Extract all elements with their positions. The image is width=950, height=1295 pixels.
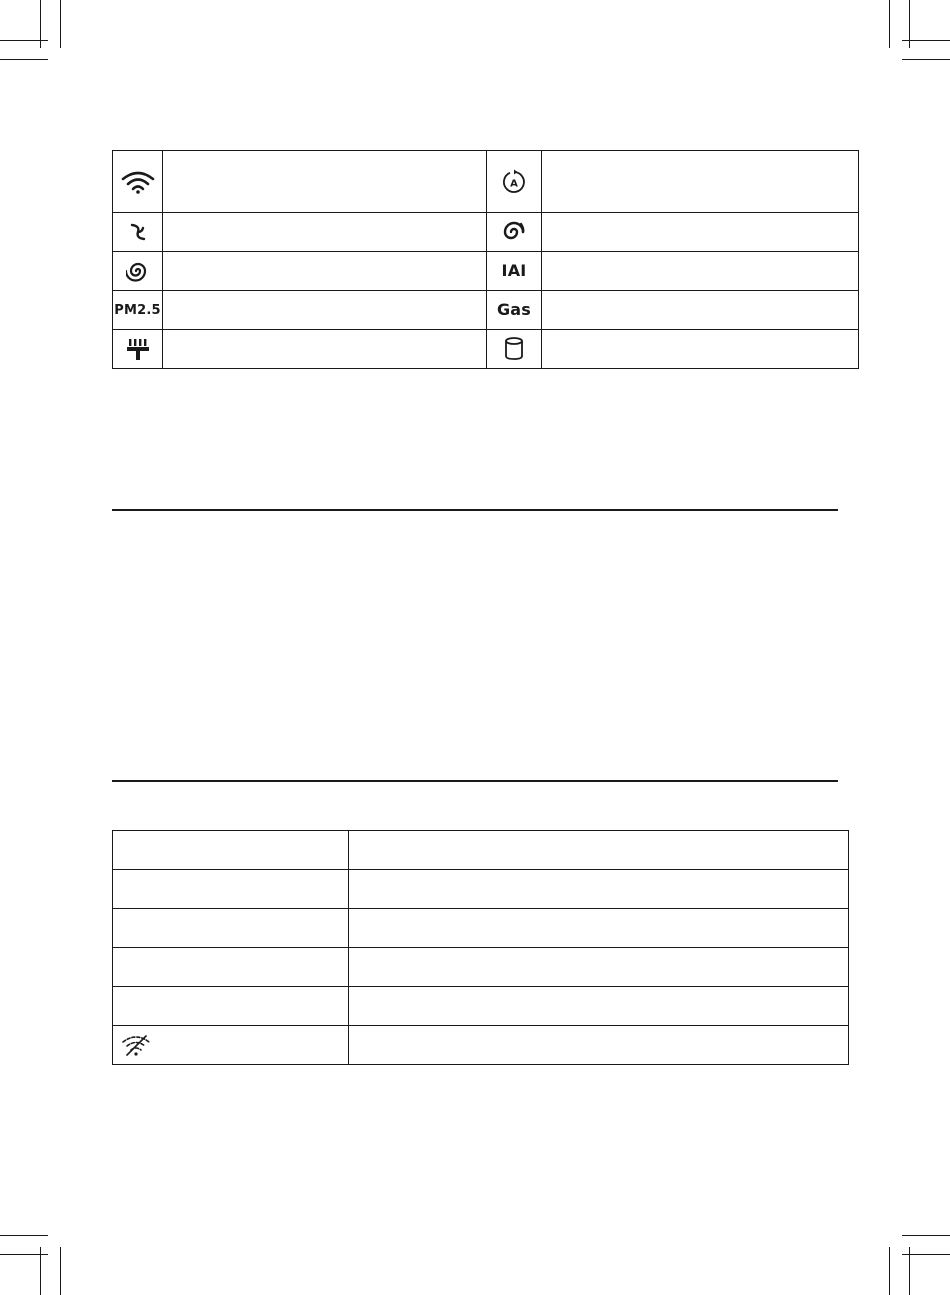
symbol-description xyxy=(163,213,487,252)
crop-mark xyxy=(902,1235,950,1236)
crop-mark xyxy=(0,1254,48,1255)
icon-cell xyxy=(113,291,163,330)
icon-cell xyxy=(113,213,163,252)
table-row xyxy=(113,831,849,870)
gas-icon: Gas xyxy=(496,300,532,319)
svg-text:A: A xyxy=(510,178,518,189)
crop-mark xyxy=(0,1235,48,1236)
fan-speed-high-icon xyxy=(126,259,150,283)
status-cell xyxy=(113,870,349,909)
table-row xyxy=(113,151,859,213)
icon-cell xyxy=(113,151,163,213)
symbol-description xyxy=(542,252,859,291)
status-cell xyxy=(113,831,349,870)
symbol-description xyxy=(163,291,487,330)
status-description xyxy=(349,1026,849,1065)
status-description xyxy=(349,948,849,987)
icon-cell xyxy=(113,252,163,291)
table-row xyxy=(113,1026,849,1065)
status-cell xyxy=(113,987,349,1026)
wifi-icon xyxy=(121,170,155,194)
status-cell xyxy=(113,1026,349,1065)
status-table xyxy=(112,830,849,1065)
table-row xyxy=(113,987,849,1026)
table-row xyxy=(113,870,849,909)
status-description xyxy=(349,831,849,870)
symbols-table xyxy=(112,150,859,369)
crop-mark xyxy=(889,1247,890,1295)
icon-cell xyxy=(487,151,542,213)
crop-mark xyxy=(902,1254,950,1255)
crop-mark xyxy=(902,40,950,41)
icon-cell xyxy=(487,330,542,369)
symbol-description xyxy=(542,213,859,252)
table-row xyxy=(113,948,849,987)
status-description xyxy=(349,870,849,909)
table-row xyxy=(113,330,859,369)
section-divider xyxy=(112,509,838,511)
crop-mark xyxy=(0,59,48,60)
crop-mark xyxy=(889,0,890,48)
fan-speed-medium-icon xyxy=(502,220,526,244)
icon-cell xyxy=(487,252,542,291)
pm25-icon: PM2.5 xyxy=(114,303,161,318)
icon-cell xyxy=(487,291,542,330)
filter-cleaning-brush-icon xyxy=(125,337,151,361)
wifi-disconnected-icon xyxy=(121,1033,151,1057)
table-row xyxy=(113,213,859,252)
auto-mode-icon xyxy=(501,169,527,195)
icon-cell xyxy=(487,213,542,252)
symbol-description xyxy=(542,151,859,213)
status-cell xyxy=(113,948,349,987)
table-row xyxy=(113,291,859,330)
crop-mark xyxy=(902,59,950,60)
filter-replacement-icon xyxy=(503,336,525,362)
symbol-description xyxy=(542,291,859,330)
symbol-description xyxy=(163,330,487,369)
symbol-description xyxy=(163,252,487,291)
section-divider xyxy=(112,780,838,782)
status-description xyxy=(349,987,849,1026)
iai-icon: IAI xyxy=(501,261,527,280)
status-description xyxy=(349,909,849,948)
table-row xyxy=(113,909,849,948)
symbol-description xyxy=(542,330,859,369)
crop-mark xyxy=(60,0,61,48)
fan-speed-low-icon xyxy=(126,220,150,244)
symbol-description xyxy=(163,151,487,213)
status-cell xyxy=(113,909,349,948)
table-row xyxy=(113,252,859,291)
icon-cell xyxy=(113,330,163,369)
crop-mark xyxy=(60,1247,61,1295)
crop-mark xyxy=(0,40,48,41)
